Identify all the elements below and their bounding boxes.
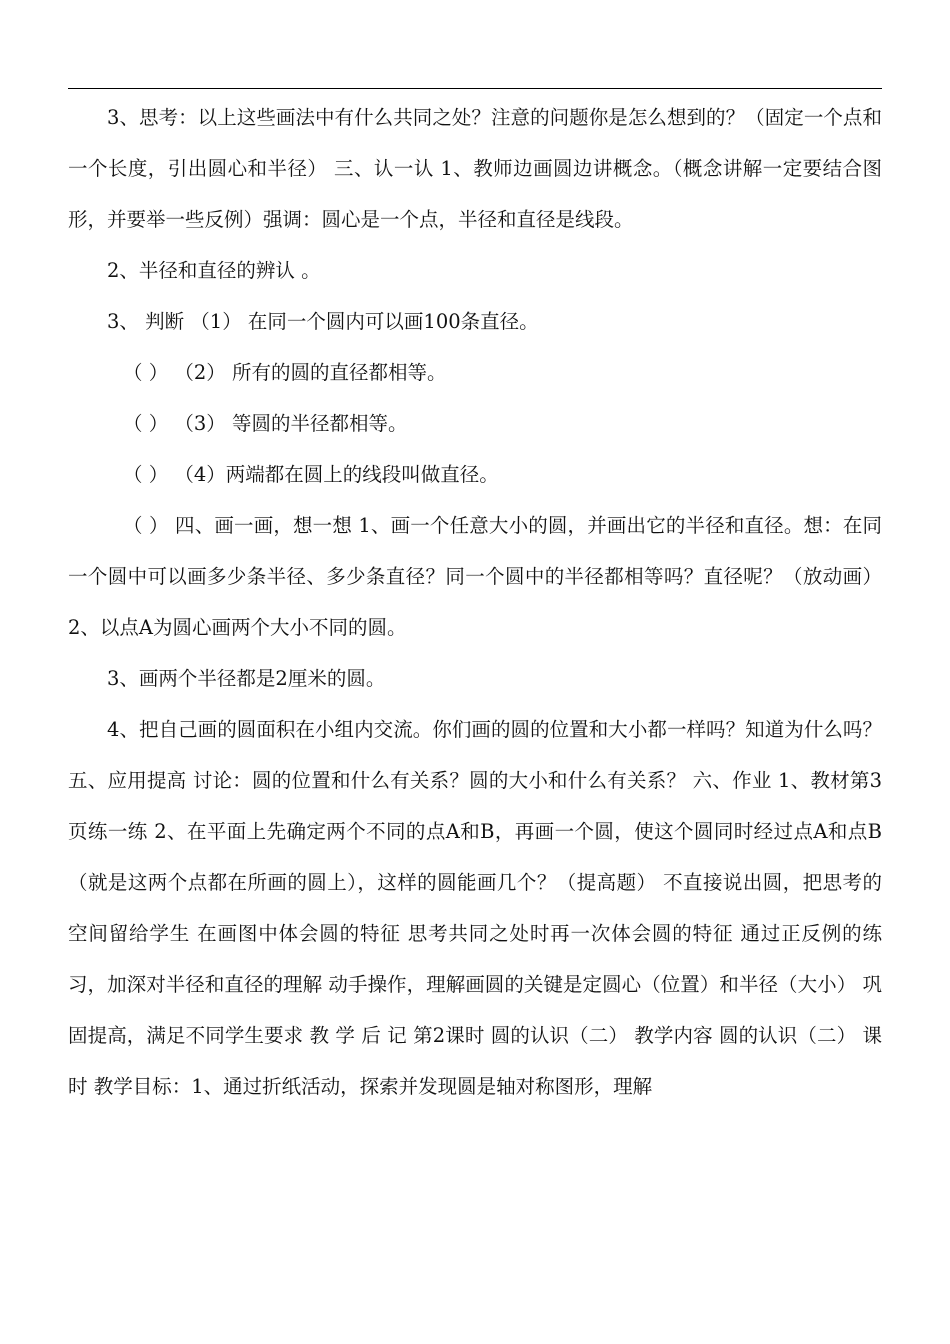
paragraph-judge-3: （ ） （3） 等圆的半径都相等。 xyxy=(123,412,408,435)
paragraph-judge-1: 3、 判断 （1） 在同一个圆内可以画100条直径。 xyxy=(107,310,539,333)
paragraph-draw-two: 3、画两个半径都是2厘米的圆。 xyxy=(107,667,386,690)
paragraph-think: 3、思考：以上这些画法中有什么共同之处？注意的问题你是怎么想到的？（固定一个点和一个长度，引出圆心和半径） 三、认一认 1、教师边画圆边讲概念。（概念讲解一定要结合图形，并要举一些反例）强调：圆心是一个点，半径和直径是线段。 xyxy=(68,106,882,231)
paragraph-identify: 2、半径和直径的辨认 。 xyxy=(107,259,321,282)
header-rule xyxy=(68,88,882,89)
document-body xyxy=(68,92,882,1112)
paragraph-judge-4: （ ） （4）两端都在圆上的线段叫做直径。 xyxy=(123,463,499,486)
paragraph-judge-2: （ ） （2） 所有的圆的直径都相等。 xyxy=(123,361,447,384)
paragraph-draw-think xyxy=(68,500,882,653)
paragraph-exchange: 4、把自己画的圆面积在小组内交流。你们画的圆的位置和大小都一样吗？知道为什么吗？ 五、应用提高 讨论：圆的位置和什么有关系？圆的大小和什么有关系？ 六、作业 1、教材第3页练一练 2、在平面上先确定两个不同的点A和B，再画一个圆，使这个圆同时经过点A和点B（就是这两个点都在所画的圆上），这样的圆能画几个？（提高题） 不直接说出圆，把思考的空间留给学生 在画图中体会圆的特征 思考共同之处时再一次体会圆的特征 通过正反例的练习，加深对半径和直径的理解 动手操作，理解画圆的关键是定圆心（位置）和半径（大小） 巩固提高，满足不同学生要求 教 学 后 记 第2课时 圆的认识（二） 教学内容 圆的认识（二） 课时 教学目标：1、通过折纸活动，探索并发现圆是轴对称图形，理解 xyxy=(68,718,882,1098)
paragraph-draw-think-text: （ ） 四、画一画，想一想 1、画一个任意大小的圆，并画出它的半径和直径。想：在同一个圆中可以画多少条半径、多少条直径？同一个圆中的半径都相等吗？直径呢？（放动画） 2、以点A为圆心画两个大小不同的圆。 xyxy=(68,514,882,639)
